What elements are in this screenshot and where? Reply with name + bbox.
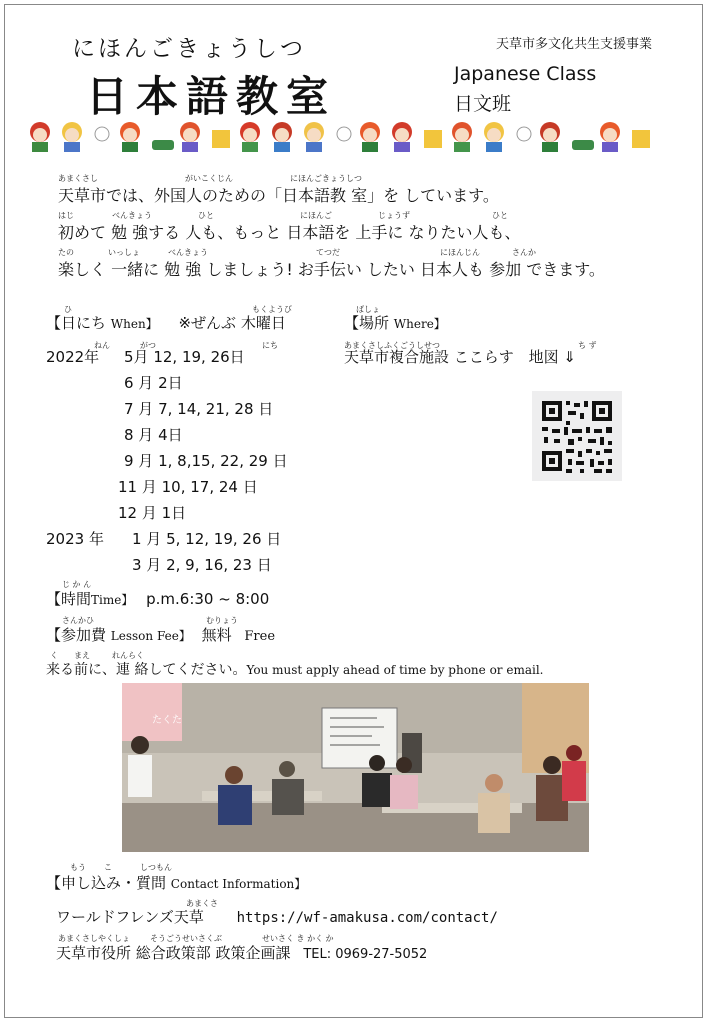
contact-label: 【申し込み・質問 [46, 874, 167, 892]
fee-label: 【参加費 [46, 626, 107, 644]
schedule-row [46, 554, 272, 575]
ruby-benkyou-2: べんきょう [168, 248, 208, 257]
schedule-days: 7, 14, 21, 28 日 [158, 400, 274, 418]
when-label: 【日にち [46, 314, 107, 332]
ruby-sankahi: さんかひ [62, 616, 94, 625]
ruby-mae: まえ [74, 651, 90, 660]
ruby-shitsumon: しつもん [140, 863, 172, 872]
ruby-hito: ひと [198, 211, 214, 220]
contact-heading [46, 872, 306, 893]
schedule-month: 6 月 [124, 374, 154, 392]
ruby-jouzu: じょうず [378, 211, 410, 220]
schedule-days: 5, 12, 19, 26 日 [166, 530, 282, 548]
where-section-label [344, 312, 446, 333]
character-row [30, 122, 650, 152]
schedule-month: 3 月 [132, 556, 162, 574]
schedule-days: 1日 [161, 504, 187, 522]
ruby-basho: ばしょ [356, 305, 380, 314]
schedule-month: 5月 [124, 348, 149, 366]
classroom-photo [122, 683, 589, 852]
fee-value: 無料 [201, 626, 232, 644]
ruby-tano: たの [58, 248, 74, 257]
title-chinese: 日文班 [454, 93, 512, 115]
qr-code[interactable] [532, 391, 622, 481]
fee-label-en: Lesson Fee】 [110, 629, 191, 643]
time-label: 【時間 [46, 590, 92, 608]
schedule-row [46, 346, 245, 367]
decoration-characters-banner [20, 118, 660, 158]
ruby-org2-a: あまくさしやくしょ [58, 934, 130, 943]
ruby-amakusa: あまくさ [186, 899, 218, 908]
schedule-year: 2023 年 [46, 530, 104, 548]
schedule-month: 11 月 [118, 478, 157, 496]
where-label: 【場所 [344, 314, 390, 332]
ruby-muryou: むりょう [206, 616, 238, 625]
ruby-ko: こ [104, 863, 112, 872]
page-title: 日本語教室 [86, 72, 337, 121]
sponsor-text: 天草市多文化共生支援事業 [496, 37, 653, 52]
ruby-renraku: れんらく [112, 651, 144, 660]
schedule-days: 4日 [158, 426, 183, 444]
contact-row-1 [56, 906, 498, 927]
notice-jp: 来る前に、連 絡してください。 [46, 662, 247, 678]
ruby-amakusashi: あまくさし [58, 174, 98, 183]
when-section-label [46, 312, 286, 333]
schedule-month: 9 月 [124, 452, 154, 470]
ruby-org2-c: せいさく き かく か [262, 934, 334, 943]
contact-row-2 [56, 942, 427, 963]
schedule-month: 1 月 [132, 530, 162, 548]
where-place-line [344, 346, 576, 367]
time-label-en: Time】 [91, 593, 134, 607]
contact-org-1: ワールドフレンズ天草 [56, 908, 204, 926]
schedule-row [46, 476, 258, 497]
schedule-days: 10, 17, 24 日 [161, 478, 258, 496]
ruby-tetsuda: てつだ [316, 248, 340, 257]
map-link[interactable]: 地図 ⇓ [528, 348, 576, 366]
title-hiragana: にほんごきょうしつ [72, 36, 306, 62]
ruby-gatsu: がつ [140, 341, 156, 350]
intro-line-3: 楽しく 一緒に 勉 強 しましょう! お手伝い したい 日本人も 参加 できます。 [58, 260, 605, 279]
ruby-hajime: はじ [58, 211, 74, 220]
schedule-month: 12 月 [118, 504, 157, 522]
contact-label-en: Contact Information】 [170, 877, 307, 891]
ruby-hi: ひ [64, 305, 72, 314]
contact-url-link[interactable]: https://wf-amakusa.com/contact/ [236, 910, 498, 926]
intro-line-2: 初めて 勉 強する 人も、もっと 日本語を 上手に なりたい人も、 [58, 223, 521, 242]
ruby-jikan: じ か ん [62, 580, 92, 589]
schedule-row [46, 528, 281, 549]
schedule-row [46, 502, 186, 523]
contact-org-2: 天草市役所 総合政策部 政策企画課 [56, 944, 291, 962]
ruby-nichi: にち [262, 341, 278, 350]
ruby-hito-2: ひと [492, 211, 508, 220]
schedule-row [46, 398, 273, 419]
ruby-nihongo: にほんご [300, 211, 332, 220]
schedule-month: 8 月 [124, 426, 154, 444]
schedule-row [46, 450, 288, 471]
photo-screen-text: たくた [152, 715, 182, 726]
schedule-days: 12, 19, 26日 [153, 348, 245, 366]
notice-en: You must apply ahead of time by phone or email. [246, 663, 544, 677]
ruby-facility: あまくさしふくごうしせつ [344, 341, 440, 350]
ruby-gaikokujin: がいこくじん [185, 174, 233, 183]
schedule-row [46, 372, 183, 393]
ruby-chizu: ち ず [578, 341, 597, 350]
title-english: Japanese Class [454, 63, 597, 85]
ruby-nihongokyoushitsu: にほんごきょうしつ [290, 174, 362, 183]
ruby-issho: いっしょ [108, 248, 140, 257]
schedule-month: 7 月 [124, 400, 154, 418]
fee-line [46, 624, 275, 645]
ruby-mou: もう [70, 863, 86, 872]
notice-line [46, 659, 543, 679]
contact-tel[interactable]: TEL: 0969-27-5052 [303, 947, 428, 962]
schedule-days: 2日 [158, 374, 183, 392]
ruby-org2-b: そうごうせいさくぶ [150, 934, 222, 943]
schedule-row [46, 424, 183, 445]
time-value: p.m.6:30 ~ 8:00 [146, 590, 270, 608]
schedule-year: 2022年 [46, 348, 100, 366]
ruby-nihonjin: にほんじん [440, 248, 480, 257]
when-label-en: When】 [110, 317, 158, 331]
ruby-ku: く [50, 651, 58, 660]
ruby-mokuyoubi: もくようび [252, 305, 292, 314]
ruby-nen: ねん [94, 341, 110, 350]
where-label-en: Where】 [393, 317, 446, 331]
schedule-days: 2, 9, 16, 23 日 [166, 556, 272, 574]
where-place: 天草市複合施設 ここらす [344, 348, 514, 366]
intro-line-1: 天草市では、外国人のための「日本語教 室」を しています。 [58, 186, 499, 205]
when-note: ※ぜんぶ 木曜日 [178, 314, 286, 332]
fee-value-en: Free [244, 629, 276, 644]
schedule-days: 1, 8,15, 22, 29 日 [158, 452, 288, 470]
ruby-sanka: さんか [512, 248, 536, 257]
ruby-benkyou: べんきょう [112, 211, 152, 220]
time-line [46, 588, 269, 609]
